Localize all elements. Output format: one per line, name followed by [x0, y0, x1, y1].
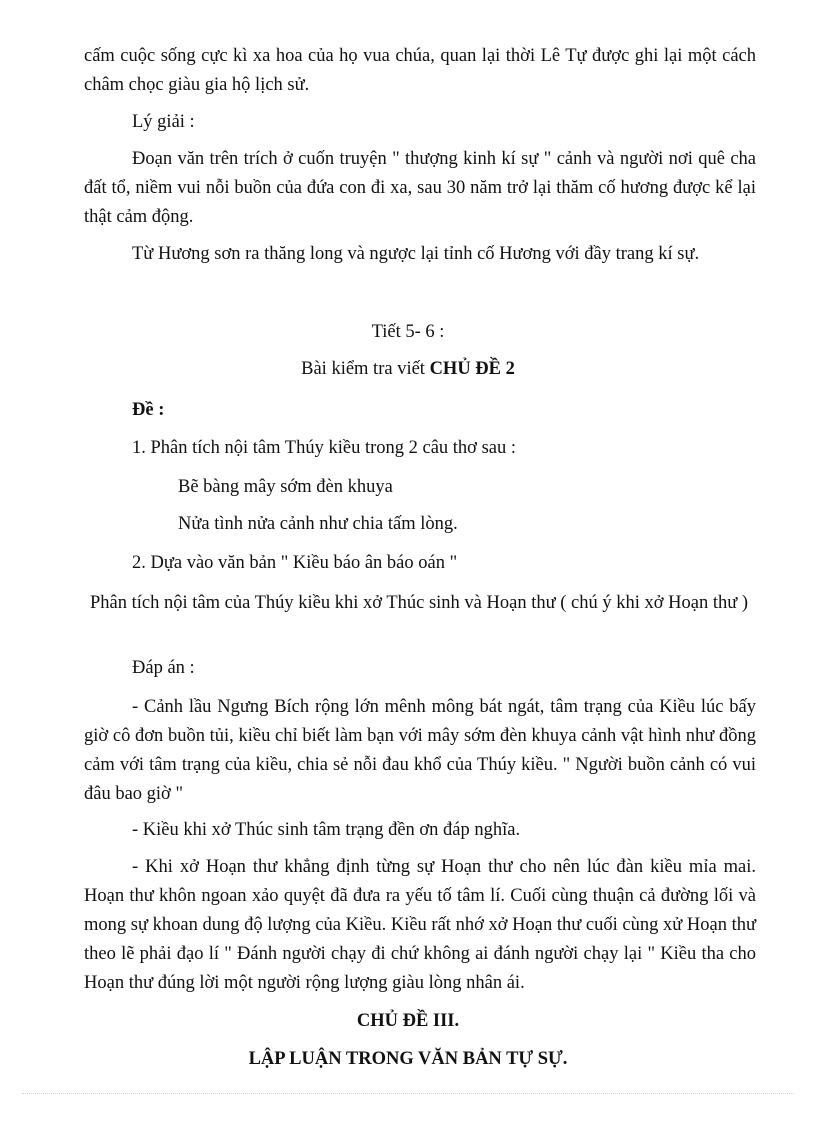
poem-line-1: Bẽ bàng mây sớm đèn khuya [178, 477, 393, 497]
test-title-prefix: Bài kiểm tra viết [301, 359, 430, 379]
question-2: 2. Dựa vào văn bản " Kiều báo ân báo oán " [132, 553, 458, 573]
footer-divider [22, 1093, 794, 1094]
poem-line-2: Nửa tình nửa cảnh như chia tấm lòng. [178, 514, 458, 534]
question-2-detail: Phân tích nội tâm của Thúy kiều khi xở Thúc sinh và Hoạn thư ( chú ý khi xở Hoạn thư ) [90, 593, 749, 613]
route-paragraph: Từ Hương sơn ra thăng long và ngược lại tỉnh cố Hương với đầy trang kí sự. [132, 244, 700, 264]
de-label: Đề : [132, 400, 165, 420]
dap-an-label: Đáp án : [132, 658, 195, 678]
lesson-title: Tiết 5- 6 : [371, 322, 445, 342]
ly-giai-paragraph: Đoạn văn trên trích ở cuốn truyện " thượng kinh kí sự " cảnh và người nơi quê cha đất tổ, niềm vui nỗi buồn của đứa con đi xa, sau 30 năm trở lại thăm cố hương được kể lại thật cảm động. [84, 149, 756, 227]
test-title [0, 355, 816, 384]
topic-3-title: CHỦ ĐỀ III. [356, 1011, 460, 1031]
answer-1: - Cảnh lầu Ngưng Bích rộng lớn mênh mông bát ngát, tâm trạng của Kiều lúc bấy giờ cô đơn buồn tủi, kiều chỉ biết làm bạn với mây sớm đèn khuya cảnh vật hình như đồng cảm với tâm trạng của kiều, chia sẻ nỗi đau khổ của Thúy kiều. " Người buồn cảnh có vui đâu bao giờ " [84, 697, 756, 804]
intro-paragraph: cấm cuộc sống cực kì xa hoa của họ vua chúa, quan lại thời Lê Tự được ghi lại một cách châm chọc giàu gia hộ lịch sử. [84, 46, 756, 95]
ly-giai-label: Lý giải : [132, 112, 195, 132]
answer-3: - Khi xở Hoạn thư khẳng định từng sự Hoạn thư cho nên lúc đàn kiều mỉa mai. Hoạn thư khôn ngoan xảo quyệt đã đưa ra yếu tố tâm lí. Cuối cùng thuận cả đường lối và mong sự khoan dung độ lượng của Kiều. Kiều rất nhớ xở Hoạn thư cuối cùng xử Hoạn thư theo lẽ phải đạo lí " Đánh người chạy đi chứ không ai đánh người chạy lại " Kiều tha cho Hoạn thư đúng lời một người rộng lượng giàu lòng nhân ái. [84, 857, 756, 993]
topic-3-subtitle: LẬP LUẬN TRONG VĂN BẢN TỰ SỰ. [248, 1049, 568, 1069]
question-1: 1. Phân tích nội tâm Thúy kiều trong 2 câu thơ sau : [132, 438, 517, 458]
test-title-topic: CHỦ ĐỀ 2 [429, 359, 515, 379]
answer-2: - Kiều khi xở Thúc sinh tâm trạng đền ơn đáp nghĩa. [132, 820, 521, 840]
